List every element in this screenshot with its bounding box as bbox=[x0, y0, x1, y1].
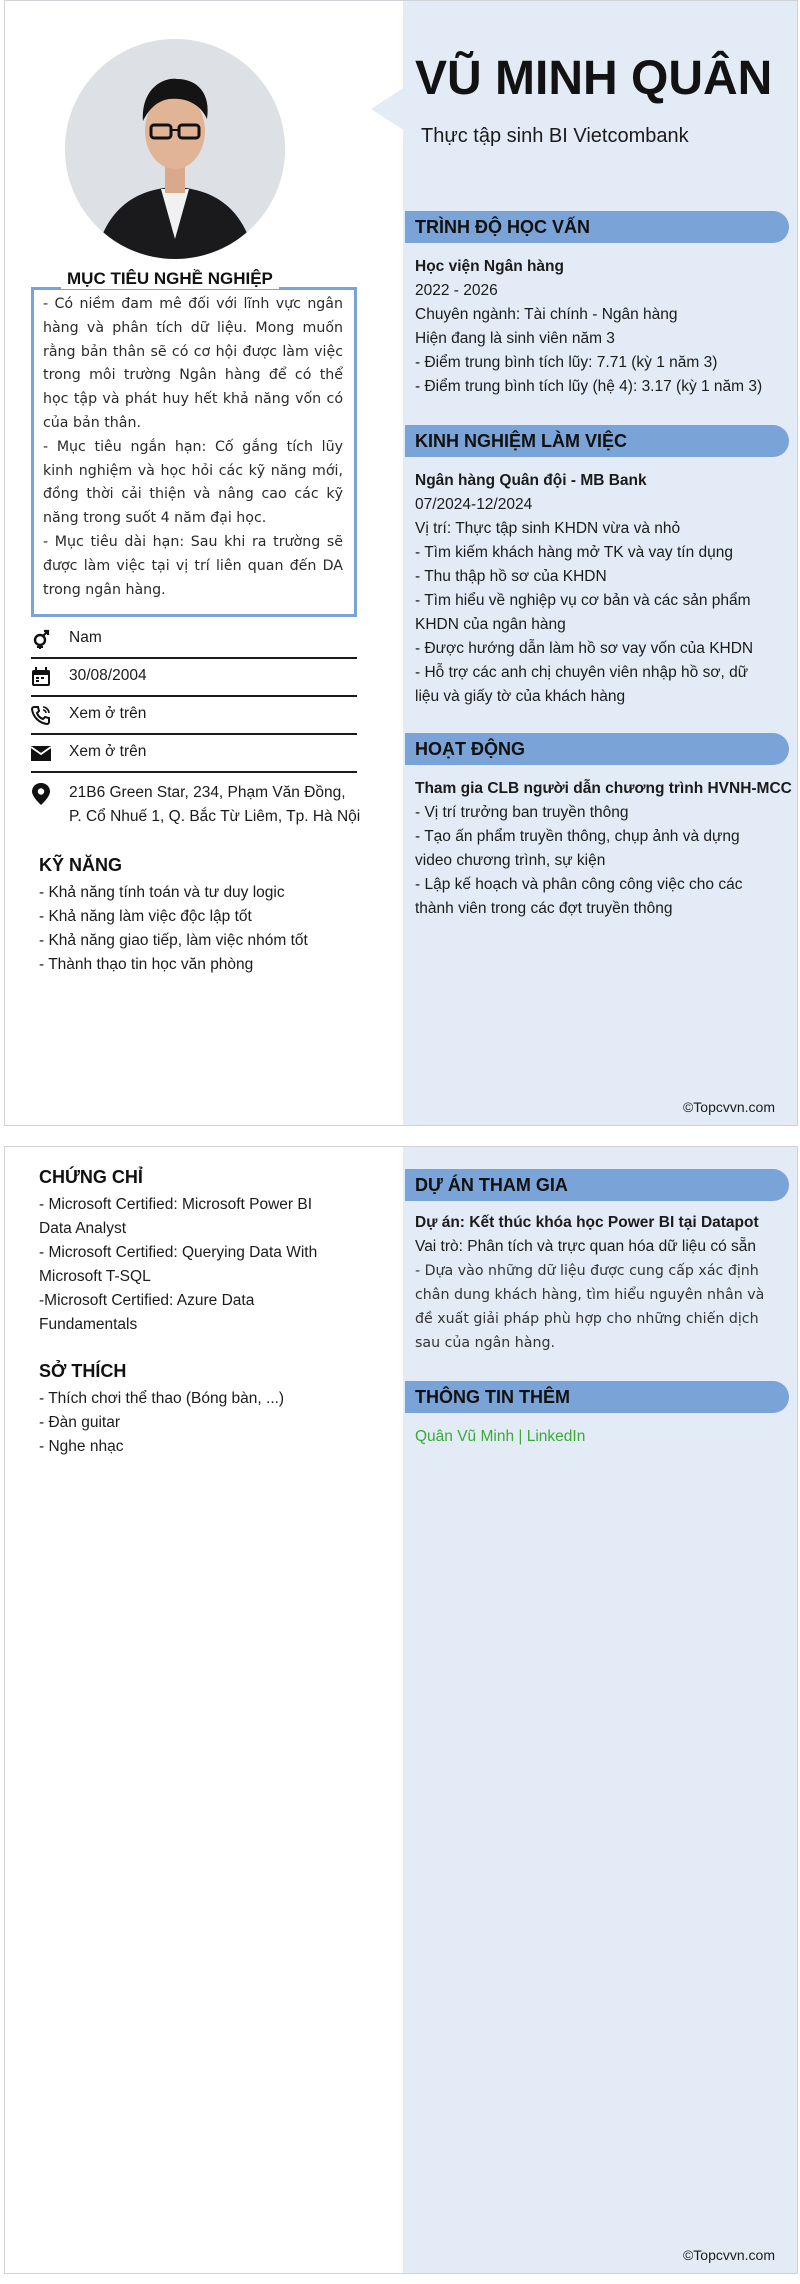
header-pointer bbox=[371, 87, 405, 131]
info-row-email bbox=[31, 735, 357, 773]
calendar-icon bbox=[31, 667, 51, 687]
email-icon bbox=[31, 743, 51, 763]
career-goal-text bbox=[43, 293, 343, 602]
address-text bbox=[69, 781, 360, 829]
hobbies-list bbox=[39, 1387, 359, 1459]
address-line-2: P. Cổ Nhuế 1, Q. Bắc Từ Liêm, Tp. Hà Nội bbox=[69, 808, 361, 825]
projects-title: DỰ ÁN THAM GIA bbox=[415, 1175, 568, 1195]
phone-icon bbox=[31, 705, 51, 725]
education-line: - Điểm trung bình tích lũy (hệ 4): 3.17 (kỳ 1 năm 3) bbox=[415, 378, 763, 395]
cv-page-2 bbox=[4, 1146, 798, 2274]
hobbies-title: SỞ THÍCH bbox=[39, 1361, 127, 1381]
activities-line: video chương trình, sự kiện bbox=[415, 852, 606, 869]
project-line: đề xuất giải pháp phù hợp cho những chiến dịch bbox=[415, 1311, 759, 1327]
project-role: Vai trò: Phân tích và trực quan hóa dữ liệu có sẵn bbox=[415, 1238, 756, 1255]
profile-photo bbox=[65, 39, 285, 259]
skill-item: - Khả năng tính toán và tư duy logic bbox=[39, 884, 285, 901]
project-line: sau của ngân hàng. bbox=[415, 1335, 555, 1351]
certificates-list bbox=[39, 1193, 359, 1337]
avatar-illustration bbox=[65, 39, 285, 259]
footer-credit[interactable]: ©Topcvvn.com bbox=[682, 1099, 775, 1115]
experience-company: Ngân hàng Quân đội - MB Bank bbox=[415, 472, 647, 489]
info-row-phone bbox=[31, 697, 357, 735]
certificate-line: Data Analyst bbox=[39, 1220, 127, 1237]
additional-info-block bbox=[415, 1425, 787, 1449]
experience-line: Vị trí: Thực tập sinh KHDN vừa và nhỏ bbox=[415, 520, 681, 537]
job-title: Thực tập sinh BI Vietcombank bbox=[421, 125, 689, 147]
activities-line: thành viên trong các đợt truyền thông bbox=[415, 900, 673, 917]
footer-credit[interactable]: ©Topcvvn.com bbox=[682, 2247, 775, 2263]
education-header bbox=[405, 211, 789, 243]
experience-line: - Thu thập hồ sơ của KHDN bbox=[415, 568, 607, 585]
activities-org: Tham gia CLB người dẫn chương trình HVNH-MCC bbox=[415, 780, 792, 797]
candidate-name: VŨ MINH QUÂN bbox=[415, 52, 773, 105]
experience-line: KHDN của ngân hàng bbox=[415, 616, 566, 633]
email-value: Xem ở trên bbox=[69, 743, 147, 760]
experience-line: - Được hướng dẫn làm hồ sơ vay vốn của KHDN bbox=[415, 640, 754, 657]
info-row-gender bbox=[31, 621, 357, 659]
certificate-line: Fundamentals bbox=[39, 1316, 138, 1333]
additional-info-title: THÔNG TIN THÊM bbox=[415, 1387, 570, 1407]
project-line: chân dung khách hàng, tìm hiểu nguyên nhân và bbox=[415, 1287, 765, 1303]
education-period: 2022 - 2026 bbox=[415, 282, 498, 299]
career-goal-title: MỤC TIÊU NGHỀ NGHIỆP bbox=[61, 269, 279, 289]
career-goal-paragraph: - Mục tiêu dài hạn: Sau khi ra trường sẽ được làm việc tại vị trí liên quan đến DA trong ngân hàng. bbox=[43, 533, 343, 598]
projects-block bbox=[415, 1211, 787, 1355]
certificate-line: -Microsoft Certified: Azure Data bbox=[39, 1292, 255, 1309]
hobby-item: - Đàn guitar bbox=[39, 1414, 120, 1431]
certificate-line: - Microsoft Certified: Querying Data With bbox=[39, 1244, 318, 1261]
additional-info-header bbox=[405, 1381, 789, 1413]
skills-list bbox=[39, 881, 359, 977]
projects-header bbox=[405, 1169, 789, 1201]
experience-block bbox=[415, 469, 787, 709]
skills-title: KỸ NĂNG bbox=[39, 855, 123, 875]
activities-title: HOẠT ĐỘNG bbox=[415, 739, 525, 759]
info-row-birthday bbox=[31, 659, 357, 697]
certificate-line: Microsoft T-SQL bbox=[39, 1268, 151, 1285]
activities-header bbox=[405, 733, 789, 765]
education-school: Học viện Ngân hàng bbox=[415, 258, 564, 275]
certificate-line: - Microsoft Certified: Microsoft Power BI bbox=[39, 1196, 313, 1213]
birthday-value: 30/08/2004 bbox=[69, 667, 147, 684]
activities-line: - Vị trí trưởng ban truyền thông bbox=[415, 804, 629, 821]
activities-line: - Lập kế hoạch và phân công công việc cho các bbox=[415, 876, 743, 893]
experience-header bbox=[405, 425, 789, 457]
info-row-address bbox=[31, 773, 371, 833]
project-name: Dự án: Kết thúc khóa học Power BI tại Datapot bbox=[415, 1214, 759, 1231]
certificates-title: CHỨNG CHỈ bbox=[39, 1167, 143, 1187]
education-line: - Điểm trung bình tích lũy: 7.71 (kỳ 1 năm 3) bbox=[415, 354, 718, 371]
education-title: TRÌNH ĐỘ HỌC VẤN bbox=[415, 217, 590, 237]
location-icon bbox=[31, 783, 51, 805]
project-line: - Dựa vào những dữ liệu được cung cấp xác định bbox=[415, 1263, 759, 1279]
hobby-item: - Nghe nhạc bbox=[39, 1438, 124, 1455]
activities-line: - Tạo ấn phẩm truyền thông, chụp ảnh và dựng bbox=[415, 828, 740, 845]
experience-line: - Tìm kiếm khách hàng mở TK và vay tín dụng bbox=[415, 544, 734, 561]
career-goal-paragraph: - Mục tiêu ngắn hạn: Cố gắng tích lũy kinh nghiệm và học hỏi các kỹ năng mới, đồng thời cải thiện và nâng cao các kỹ năng trong suốt 4 năm đại học. bbox=[43, 438, 343, 527]
linkedin-link[interactable]: Quân Vũ Minh | LinkedIn bbox=[415, 1428, 586, 1445]
experience-line: - Hỗ trợ các anh chị chuyên viên nhập hồ sơ, dữ bbox=[415, 664, 749, 681]
career-goal-paragraph: - Có niềm đam mê đối với lĩnh vực ngân hàng và phân tích dữ liệu. Mong muốn rằng bản thân sẽ có cơ hội được làm việc trong môi trường Ngân hàng để có thể học tập và phát huy hết khả năng vốn có của bản thân. bbox=[43, 296, 343, 431]
experience-title: KINH NGHIỆM LÀM VIỆC bbox=[415, 431, 628, 451]
hobby-item: - Thích chơi thể thao (Bóng bàn, ...) bbox=[39, 1390, 285, 1407]
skill-item: - Khả năng làm việc độc lập tốt bbox=[39, 908, 252, 925]
gender-icon bbox=[31, 629, 51, 649]
skill-item: - Khả năng giao tiếp, làm việc nhóm tốt bbox=[39, 932, 308, 949]
skill-item: - Thành thạo tin học văn phòng bbox=[39, 956, 254, 973]
experience-period: 07/2024-12/2024 bbox=[415, 496, 533, 513]
experience-line: - Tìm hiểu về nghiệp vụ cơ bản và các sản phẩm bbox=[415, 592, 751, 609]
activities-block bbox=[415, 777, 792, 921]
address-line-1: 21B6 Green Star, 234, Phạm Văn Đồng, bbox=[69, 784, 346, 801]
gender-value: Nam bbox=[69, 629, 102, 646]
education-line: Chuyên ngành: Tài chính - Ngân hàng bbox=[415, 306, 678, 323]
education-line: Hiện đang là sinh viên năm 3 bbox=[415, 330, 615, 347]
phone-value: Xem ở trên bbox=[69, 705, 147, 722]
experience-line: liệu và giấy tờ của khách hàng bbox=[415, 688, 626, 705]
cv-page-1 bbox=[4, 0, 798, 1126]
education-block bbox=[415, 255, 787, 399]
